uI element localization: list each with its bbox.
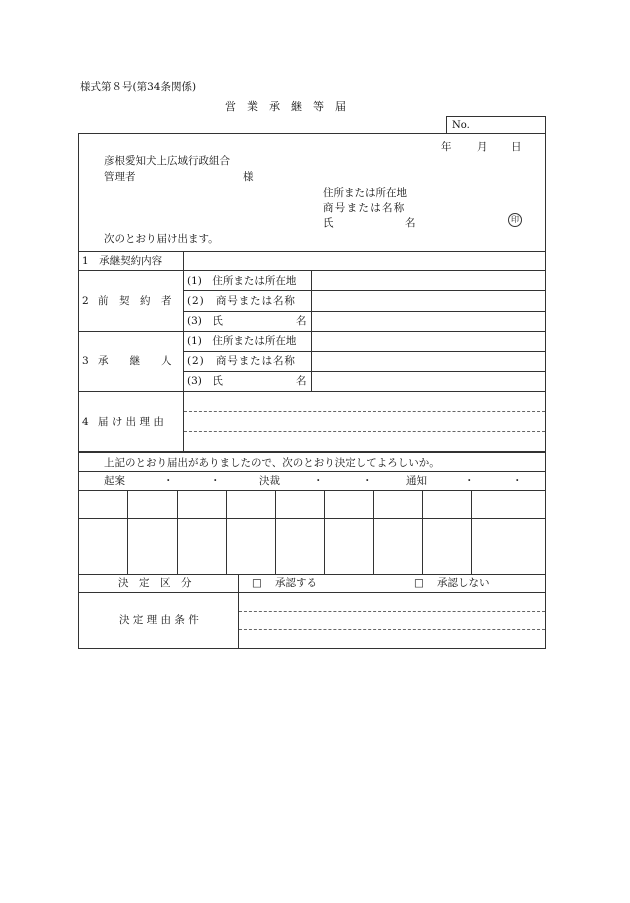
no-label: No. (452, 120, 470, 131)
kian-label: 起案 (104, 475, 125, 487)
reject-checkbox[interactable]: □ (414, 577, 424, 589)
kessai-dot-2: ・ (362, 475, 373, 487)
approve-label: 承認する (275, 577, 317, 589)
reason-num: 4 (82, 416, 89, 428)
successor-num: 3 (82, 355, 89, 367)
addressee-sama: 様 (243, 171, 254, 183)
tsuchi-dot-2: ・ (512, 475, 523, 487)
reject-label: 承認しない (437, 577, 490, 589)
intro-text: 次のとおり届け出ます。 (104, 233, 219, 245)
kessai-dot-1: ・ (313, 475, 324, 487)
seal-icon: 印 (508, 213, 522, 227)
date-day: 日 (511, 141, 522, 153)
tsuchi-dot-1: ・ (464, 475, 475, 487)
applicant-company-label: 商号または名称 (323, 202, 406, 214)
date-year: 年 (441, 141, 452, 153)
previous-company-label: (2) 商号または名称 (187, 295, 296, 307)
tsuchi-label: 通知 (406, 475, 427, 487)
previous-label: 前 契 約 者 (98, 295, 172, 307)
decision-reason-label: 決 定 理 由 条 件 (119, 614, 199, 626)
kessai-label: 決裁 (259, 475, 280, 487)
previous-name-suffix: 名 (296, 315, 307, 327)
applicant-address-label: 住所または所在地 (323, 187, 407, 199)
successor-name-suffix: 名 (296, 375, 307, 387)
contract-label: 1 承継契約内容 (82, 255, 163, 267)
applicant-name-2: 名 (405, 217, 416, 229)
applicant-name-1: 氏 (323, 217, 334, 229)
successor-label: 承 継 人 (98, 355, 172, 367)
approve-checkbox[interactable]: □ (252, 577, 262, 589)
previous-address-label: (1) 住所または所在地 (187, 275, 297, 287)
addressee-org: 彦根愛知犬上広域行政組合 (104, 155, 230, 167)
successor-company-label: (2) 商号または名称 (187, 355, 296, 367)
reason-label: 届 け 出 理 由 (98, 416, 164, 428)
decision-category-label: 決 定 区 分 (118, 577, 192, 589)
decision-request-text: 上記のとおり届出がありましたので、次のとおり決定してよろしいか。 (104, 457, 440, 469)
previous-name-label: (3) 氏 (187, 315, 223, 327)
kian-dot-1: ・ (163, 475, 174, 487)
date-month: 月 (477, 141, 488, 153)
previous-num: 2 (82, 295, 89, 307)
form-number: 様式第８号(第34条関係) (80, 81, 197, 93)
form-title: 営 業 承 継 等 届 (225, 100, 346, 113)
addressee-manager: 管理者 (104, 171, 136, 183)
successor-name-label: (3) 氏 (187, 375, 223, 387)
successor-address-label: (1) 住所または所在地 (187, 335, 297, 347)
kian-dot-2: ・ (210, 475, 221, 487)
